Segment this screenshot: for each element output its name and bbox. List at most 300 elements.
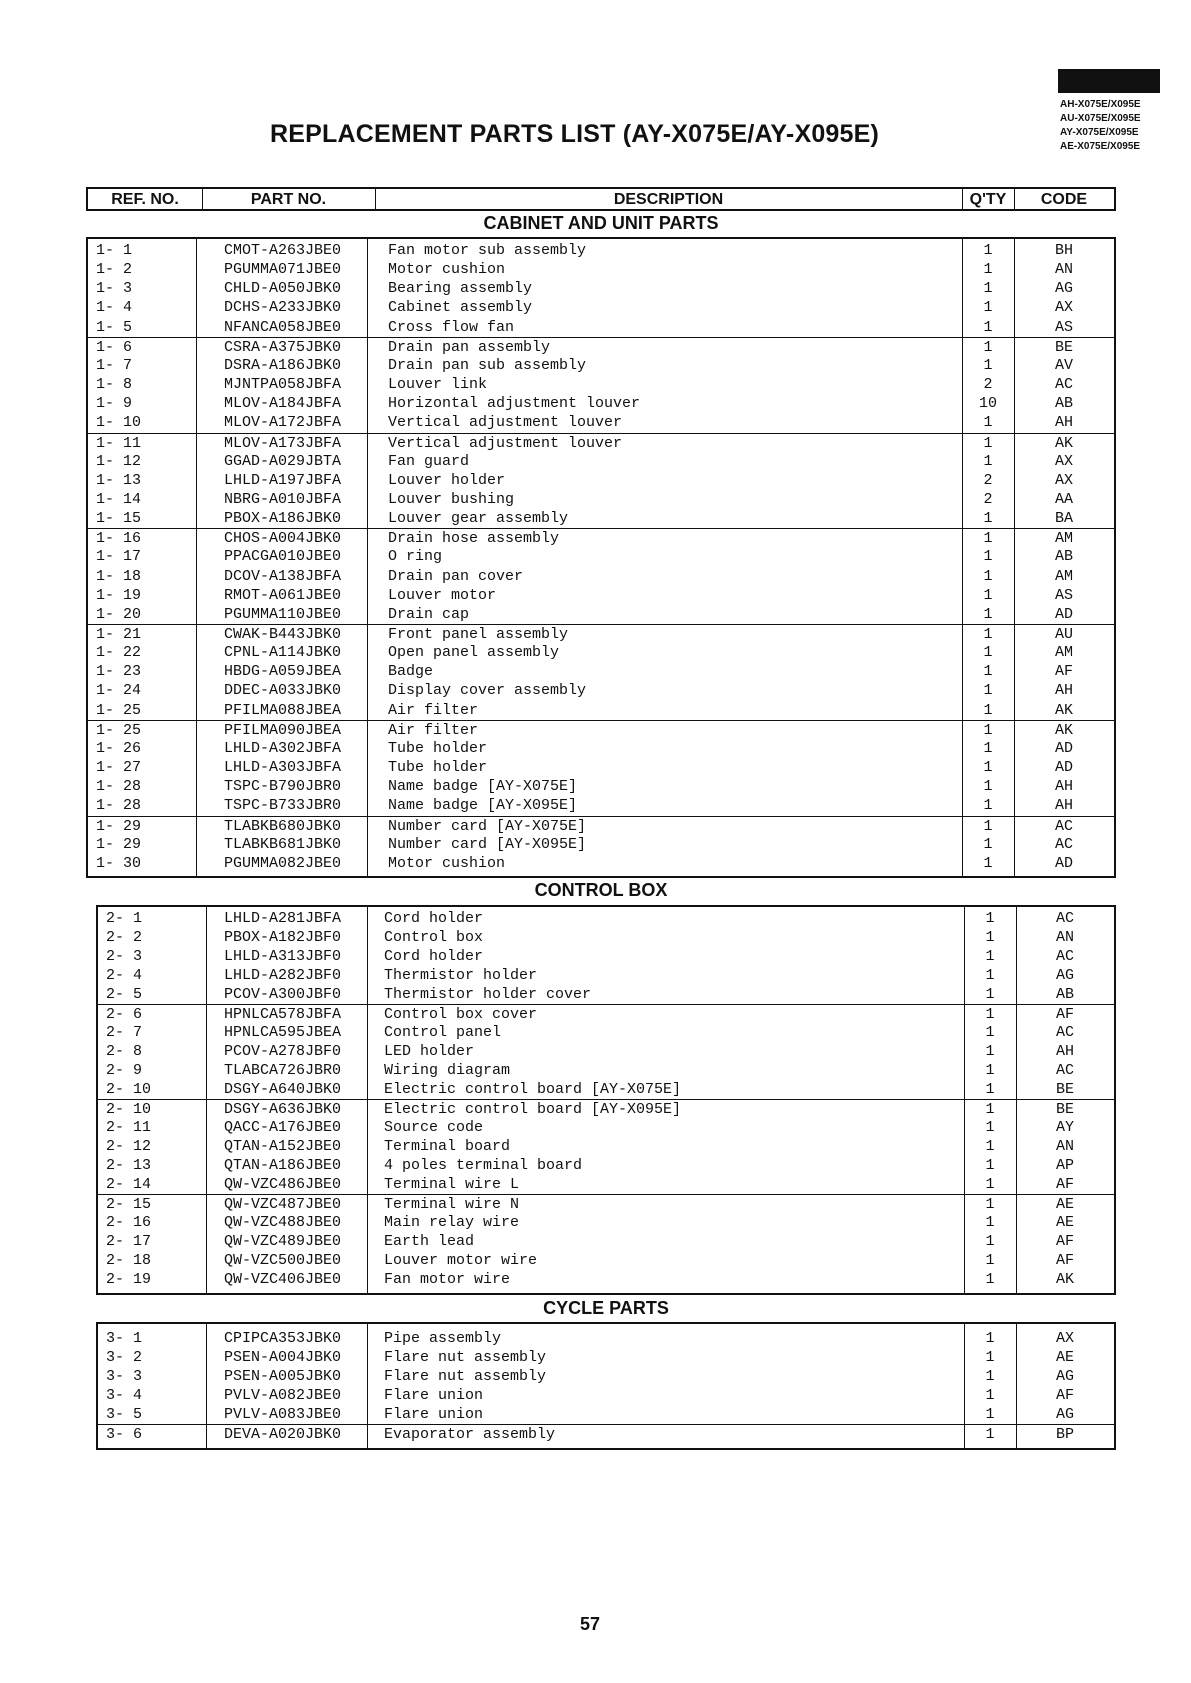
ref-no-cell: 1- 8 [96,376,133,394]
qty-cell: 1 [985,1006,995,1023]
ref-no-cell: 2- 8 [106,1043,143,1060]
description-cell: Tube holder [388,739,488,757]
code-cell: AM [1054,644,1073,662]
part-no-cell: MLOV-A172JBFA [224,414,342,432]
ref-no-cell: 1- 28 [96,778,142,796]
description-cell: Cord holder [384,948,484,965]
description-cell: Control box [384,929,484,946]
ref-no-cell: 2- 13 [106,1157,152,1174]
table-row [88,394,1114,413]
code-cell: BA [1054,510,1073,528]
qty-cell: 1 [983,663,993,681]
part-no-cell: GGAD-A029JBTA [224,452,342,470]
part-no-cell: LHLD-A281JBFA [224,910,342,927]
part-no-cell: DDEC-A033JBK0 [224,682,342,700]
qty-cell: 1 [985,1330,995,1347]
code-cell: AD [1054,605,1073,623]
code-cell: AM [1054,567,1073,585]
part-no-cell: LHLD-A313JBF0 [224,948,342,965]
table-row [98,1080,1114,1099]
ref-no-cell: 1- 13 [96,471,142,489]
ref-no-cell: 1- 7 [96,356,133,374]
ref-no-cell: 2- 10 [106,1101,152,1118]
description-cell: Evaporator assembly [384,1426,556,1443]
parts-table-cycle-parts [96,1322,1116,1450]
description-cell: Motor cushion [388,854,506,872]
code-cell: AC [1055,910,1074,927]
code-cell: AK [1055,1271,1074,1288]
table-row [88,452,1114,471]
qty-cell: 1 [985,1176,995,1193]
qty-cell: 1 [985,1349,995,1366]
ref-no-cell: 1- 10 [96,414,142,432]
table-row [88,643,1114,662]
qty-cell: 1 [985,910,995,927]
qty-cell: 1 [985,1214,995,1231]
description-cell: Name badge [AY-X075E] [388,778,578,796]
ref-no-cell: 1- 12 [96,452,142,470]
description-cell: Drain pan sub assembly [388,356,587,374]
description-cell: Earth lead [384,1233,475,1250]
qty-cell: 1 [983,280,993,298]
code-cell: AF [1054,663,1073,681]
description-cell: Drain hose assembly [388,530,560,548]
qty-cell: 1 [983,414,993,432]
ref-no-cell: 3- 2 [106,1349,143,1366]
table-row [88,279,1114,298]
table-row [98,1232,1114,1251]
table-row [98,1405,1114,1424]
description-cell: O ring [388,548,443,566]
part-no-cell: QW-VZC489JBE0 [224,1233,342,1250]
header-black-bar [1058,69,1160,93]
ref-no-cell: 1- 1 [96,242,133,259]
description-cell: Display cover assembly [388,682,587,700]
table-row [88,490,1114,509]
code-cell: AF [1055,1387,1074,1404]
code-cell: AK [1054,721,1073,739]
qty-cell: 1 [983,778,993,796]
description-cell: Louver link [388,376,488,394]
code-cell: AS [1054,586,1073,604]
qty-cell: 1 [985,1024,995,1041]
ref-no-cell: 3- 5 [106,1406,143,1423]
code-cell: AC [1054,817,1073,835]
table-row [98,1348,1114,1367]
code-cell: AS [1054,318,1073,336]
part-no-cell: DCOV-A138JBFA [224,567,342,585]
description-cell: LED holder [384,1043,475,1060]
qty-cell: 1 [985,929,995,946]
ref-no-cell: 3- 4 [106,1387,143,1404]
table-row [88,298,1114,317]
part-no-cell: PVLV-A083JBE0 [224,1406,342,1423]
code-cell: AF [1055,1176,1074,1193]
part-no-cell: CWAK-B443JBK0 [224,626,342,643]
qty-cell: 1 [985,1368,995,1385]
part-no-cell: DSGY-A636JBK0 [224,1101,342,1118]
table-row [88,777,1114,796]
parts-table-control-box [96,905,1116,1295]
part-no-cell: RMOT-A061JBE0 [224,586,342,604]
description-cell: Louver motor [388,586,497,604]
part-no-cell: PGUMMA071JBE0 [224,261,342,279]
model-code-list [1060,98,1170,154]
description-cell: Fan motor wire [384,1271,511,1288]
qty-cell: 1 [983,586,993,604]
table-row [88,720,1114,740]
table-row [88,528,1114,548]
header-ref-no: REF. NO. [111,191,179,208]
table-row [88,241,1114,260]
code-cell: AM [1054,530,1073,548]
part-no-cell: CHLD-A050JBK0 [224,280,342,298]
qty-cell: 1 [983,739,993,757]
description-cell: Vertical adjustment louver [388,414,623,432]
code-cell: AD [1054,759,1073,777]
part-no-cell: QW-VZC500JBE0 [224,1252,342,1269]
description-cell: Open panel assembly [388,644,560,662]
code-cell: AG [1055,967,1074,984]
ref-no-cell: 1- 5 [96,318,133,336]
model-code: AY-X075E/X095E [1060,127,1139,138]
description-cell: Wiring diagram [384,1062,511,1079]
code-cell: AC [1055,948,1074,965]
ref-no-cell: 2- 10 [106,1081,152,1098]
table-row [98,1329,1114,1348]
description-cell: Flare union [384,1406,484,1423]
ref-no-cell: 1- 21 [96,626,142,643]
code-cell: AH [1054,797,1073,815]
ref-no-cell: 1- 25 [96,701,142,719]
description-cell: Cross flow fan [388,318,515,336]
qty-cell: 2 [983,471,993,489]
description-cell: Vertical adjustment louver [388,434,623,452]
ref-no-cell: 3- 3 [106,1368,143,1385]
code-cell: AH [1054,414,1073,432]
section-title-cabinet: CABINET AND UNIT PARTS [483,213,719,233]
qty-cell: 2 [983,490,993,508]
part-no-cell: CPNL-A114JBK0 [224,644,342,662]
description-cell: Terminal wire L [384,1176,520,1193]
table-row [88,471,1114,490]
code-cell: AH [1055,1043,1074,1060]
table-row [88,739,1114,758]
part-no-cell: CHOS-A004JBK0 [224,530,342,548]
qty-cell: 1 [985,967,995,984]
ref-no-cell: 2- 3 [106,948,143,965]
part-no-cell: PFILMA090JBEA [224,721,342,739]
table-row [98,1137,1114,1156]
qty-cell: 1 [985,1119,995,1136]
ref-no-cell: 2- 12 [106,1138,152,1155]
ref-no-cell: 1- 18 [96,567,142,585]
ref-no-cell: 1- 11 [96,434,142,452]
ref-no-cell: 2- 19 [106,1271,152,1288]
part-no-cell: NFANCA058JBE0 [224,318,342,336]
qty-cell: 1 [983,721,993,739]
code-cell: AF [1055,1006,1074,1023]
code-cell: AG [1055,1406,1074,1423]
table-row [88,758,1114,777]
part-no-cell: PCOV-A278JBF0 [224,1043,342,1060]
code-cell: AC [1054,376,1073,394]
description-cell: Louver bushing [388,490,515,508]
code-cell: AE [1055,1196,1074,1213]
part-no-cell: QW-VZC486JBE0 [224,1176,342,1193]
part-no-cell: QTAN-A152JBE0 [224,1138,342,1155]
description-cell: Bearing assembly [388,280,533,298]
qty-cell: 10 [978,395,997,413]
description-cell: Louver gear assembly [388,510,569,528]
ref-no-cell: 1- 17 [96,548,142,566]
code-cell: AK [1054,701,1073,719]
part-no-cell: PFILMA088JBEA [224,701,342,719]
qty-cell: 1 [985,1271,995,1288]
code-cell: AC [1055,1062,1074,1079]
table-row [98,966,1114,985]
qty-cell: 1 [985,1387,995,1404]
part-no-cell: PGUMMA082JBE0 [224,854,342,872]
part-no-cell: QTAN-A186JBE0 [224,1157,342,1174]
table-row [88,337,1114,357]
page-title: REPLACEMENT PARTS LIST (AY-X075E/AY-X095E) [270,120,880,148]
table-row [88,260,1114,279]
part-no-cell: CPIPCA353JBK0 [224,1330,342,1347]
page-number: 57 [579,1614,601,1634]
description-cell: Pipe assembly [384,1330,502,1347]
ref-no-cell: 2- 2 [106,929,143,946]
description-cell: Flare union [384,1387,484,1404]
model-code: AU-X075E/X095E [1060,113,1141,124]
qty-cell: 1 [983,530,993,548]
description-cell: Cabinet assembly [388,299,533,317]
ref-no-cell: 1- 16 [96,530,142,548]
code-cell: BE [1054,338,1073,356]
part-no-cell: QW-VZC406JBE0 [224,1271,342,1288]
code-cell: AD [1054,739,1073,757]
table-row [98,1023,1114,1042]
part-no-cell: PCOV-A300JBF0 [224,986,342,1003]
code-cell: AG [1055,1368,1074,1385]
code-cell: AY [1055,1119,1074,1136]
qty-cell: 1 [983,701,993,719]
table-row [88,433,1114,453]
ref-no-cell: 2- 5 [106,986,143,1003]
description-cell: Electric control board [AY-X075E] [384,1081,682,1098]
description-cell: Control box cover [384,1006,538,1023]
ref-no-cell: 1- 4 [96,299,133,317]
code-cell: AC [1055,1024,1074,1041]
code-cell: AH [1054,778,1073,796]
qty-cell: 1 [983,626,993,643]
table-row [98,1175,1114,1194]
table-row [88,547,1114,566]
code-cell: AX [1054,452,1073,470]
part-no-cell: LHLD-A197JBFA [224,471,342,489]
qty-cell: 1 [983,434,993,452]
table-row [98,1251,1114,1270]
description-cell: Badge [388,663,434,681]
ref-no-cell: 1- 23 [96,663,142,681]
code-cell: BE [1055,1081,1074,1098]
description-cell: Flare nut assembly [384,1368,547,1385]
qty-cell: 1 [983,644,993,662]
code-cell: AH [1054,682,1073,700]
description-cell: Electric control board [AY-X095E] [384,1101,682,1118]
table-row [88,624,1114,644]
table-row [98,1424,1114,1444]
qty-cell: 1 [983,548,993,566]
code-cell: BP [1055,1426,1074,1443]
code-cell: AX [1055,1330,1074,1347]
section-title-cycle-parts: CYCLE PARTS [543,1298,669,1318]
part-no-cell: DEVA-A020JBK0 [224,1426,342,1443]
part-no-cell: LHLD-A302JBFA [224,739,342,757]
description-cell: Source code [384,1119,484,1136]
part-no-cell: CSRA-A375JBK0 [224,338,342,356]
part-no-cell: DSRA-A186JBK0 [224,356,342,374]
table-row [88,567,1114,586]
table-row [98,985,1114,1004]
description-cell: Fan motor sub assembly [388,242,587,259]
ref-no-cell: 2- 1 [106,910,143,927]
part-no-cell: HPNLCA578JBFA [224,1006,342,1023]
code-cell: AB [1054,395,1073,413]
code-cell: BE [1055,1101,1074,1118]
section-title-control-box: CONTROL BOX [534,880,668,900]
description-cell: Thermistor holder cover [384,986,592,1003]
part-no-cell: CMOT-A263JBE0 [224,242,342,259]
table-row [98,1061,1114,1080]
qty-cell: 1 [983,797,993,815]
table-row [98,1213,1114,1232]
qty-cell: 1 [985,1233,995,1250]
description-cell: Terminal board [384,1138,511,1155]
ref-no-cell: 1- 15 [96,510,142,528]
qty-cell: 1 [983,338,993,356]
ref-no-cell: 2- 11 [106,1119,152,1136]
qty-cell: 1 [985,1062,995,1079]
code-cell: AE [1055,1349,1074,1366]
table-row [88,854,1114,873]
code-cell: AF [1055,1252,1074,1269]
ref-no-cell: 1- 30 [96,854,142,872]
code-cell: AX [1054,299,1073,317]
part-no-cell: QW-VZC487JBE0 [224,1196,342,1213]
description-cell: Air filter [388,721,479,739]
qty-cell: 1 [985,1252,995,1269]
table-row [88,796,1114,815]
table-row [98,1118,1114,1137]
code-cell: AF [1055,1233,1074,1250]
table-row [98,1156,1114,1175]
code-cell: AA [1054,490,1073,508]
ref-no-cell: 2- 6 [106,1006,143,1023]
part-no-cell: PSEN-A004JBK0 [224,1349,342,1366]
description-cell: 4 poles terminal board [384,1157,583,1174]
part-no-cell: PBOX-A186JBK0 [224,510,342,528]
qty-cell: 1 [985,1406,995,1423]
description-cell: Air filter [388,701,479,719]
ref-no-cell: 1- 29 [96,835,142,853]
table-row [98,1367,1114,1386]
description-cell: Horizontal adjustment louver [388,395,641,413]
ref-no-cell: 1- 2 [96,261,133,279]
code-cell: AX [1054,471,1073,489]
qty-cell: 1 [985,948,995,965]
ref-no-cell: 1- 9 [96,395,133,413]
ref-no-cell: 1- 25 [96,721,142,739]
table-row [88,816,1114,836]
code-cell: AB [1054,548,1073,566]
table-row [98,1386,1114,1405]
qty-cell: 1 [983,261,993,279]
qty-cell: 1 [985,1138,995,1155]
ref-no-cell: 1- 19 [96,586,142,604]
table-row [98,909,1114,928]
ref-no-cell: 2- 7 [106,1024,143,1041]
part-no-cell: MLOV-A173JBFA [224,434,342,452]
table-row [98,1194,1114,1214]
part-no-cell: TLABKB680JBK0 [224,817,342,835]
code-cell: AD [1054,854,1073,872]
code-cell: AN [1055,929,1074,946]
ref-no-cell: 1- 24 [96,682,142,700]
parts-table-cabinet [86,237,1116,878]
description-cell: Drain pan cover [388,567,524,585]
table-row [88,375,1114,394]
part-no-cell: MJNTPA058JBFA [224,376,342,394]
ref-no-cell: 1- 27 [96,759,142,777]
qty-cell: 1 [983,759,993,777]
ref-no-cell: 1- 6 [96,338,133,356]
part-no-cell: PGUMMA110JBE0 [224,605,342,623]
qty-cell: 1 [985,1081,995,1098]
table-row [98,947,1114,966]
qty-cell: 1 [983,567,993,585]
model-code: AH-X075E/X095E [1060,99,1141,110]
part-no-cell: TLABCA726JBR0 [224,1062,342,1079]
description-cell: Front panel assembly [388,626,569,643]
description-cell: Control panel [384,1024,502,1041]
part-no-cell: PVLV-A082JBE0 [224,1387,342,1404]
part-no-cell: LHLD-A282JBF0 [224,967,342,984]
header-part-no: PART NO. [250,191,327,208]
qty-cell: 1 [985,1157,995,1174]
code-cell: AG [1054,280,1073,298]
ref-no-cell: 2- 18 [106,1252,152,1269]
qty-cell: 1 [983,356,993,374]
code-cell: AE [1055,1214,1074,1231]
part-no-cell: NBRG-A010JBFA [224,490,342,508]
code-cell: AB [1055,986,1074,1003]
part-no-cell: QACC-A176JBE0 [224,1119,342,1136]
part-no-cell: DCHS-A233JBK0 [224,299,342,317]
table-row [98,1042,1114,1061]
part-no-cell: HBDG-A059JBEA [224,663,342,681]
part-no-cell: TSPC-B790JBR0 [224,778,342,796]
qty-cell: 1 [983,854,993,872]
qty-cell: 1 [985,1426,995,1443]
table-row [88,605,1114,624]
table-row [88,509,1114,528]
code-cell: BH [1054,242,1073,259]
ref-no-cell: 2- 9 [106,1062,143,1079]
part-no-cell: PPACGA010JBE0 [224,548,342,566]
part-no-cell: PSEN-A005JBK0 [224,1368,342,1385]
description-cell: Main relay wire [384,1214,520,1231]
